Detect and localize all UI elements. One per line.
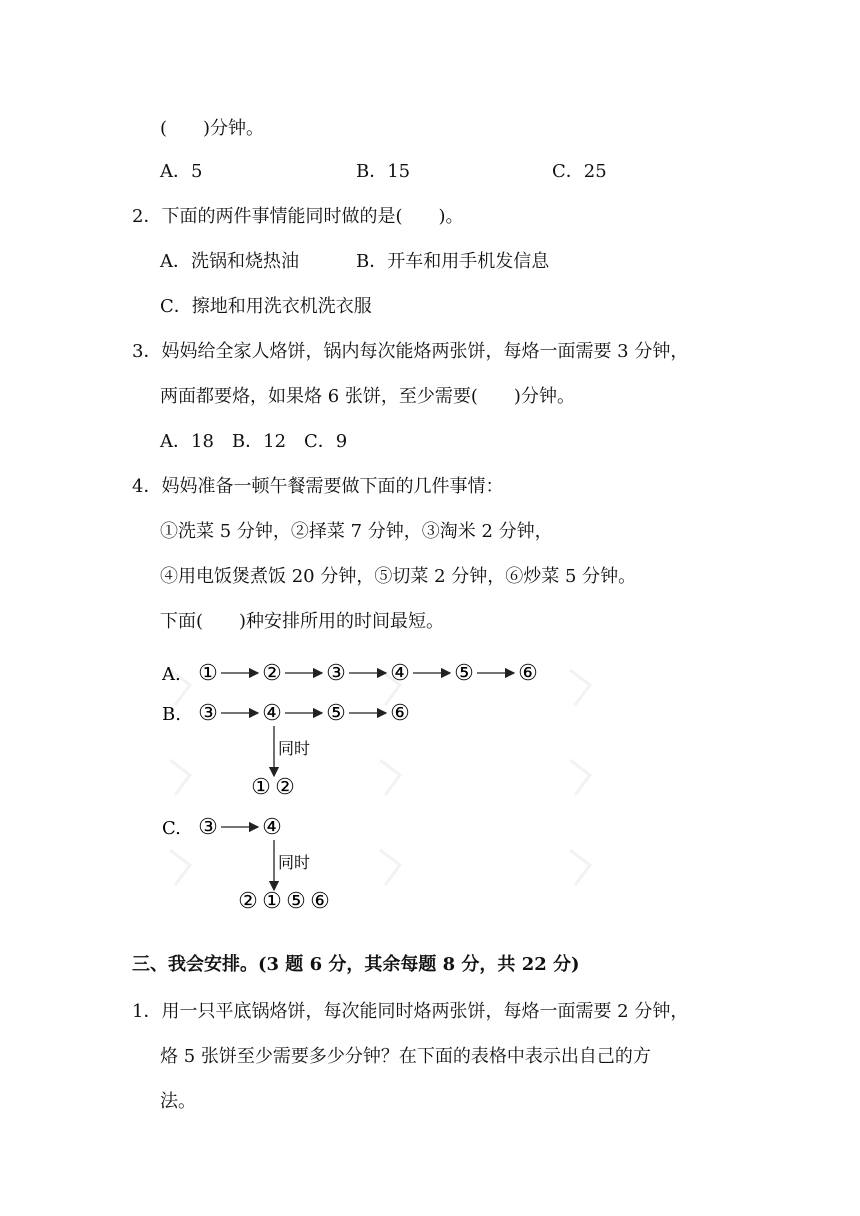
row-b-sequence [198, 701, 410, 726]
row-b-parallel [251, 775, 295, 800]
q1-option-a: A．5 [160, 161, 203, 182]
row-a-sequence [198, 661, 538, 686]
row-b-node: ④ [262, 701, 282, 726]
row-b-simultaneous-label: 同时 [278, 739, 311, 758]
q3-line-2: 两面都要烙，如果烙 6 张饼，至少需要( )分钟。 [160, 386, 575, 407]
row-c-parallel-node: ⑥ [310, 889, 330, 914]
row-a-node: ③ [326, 661, 346, 686]
q2-stem: 2．下面的两件事情能同时做的是( )。 [132, 206, 464, 227]
q2-option-b: B．开车和用手机发信息 [356, 251, 550, 272]
row-c-node: ④ [262, 815, 282, 840]
s3-q1-line-3: 法。 [160, 1091, 196, 1112]
row-a-node: ② [262, 661, 282, 686]
row-a-node: ① [198, 661, 218, 686]
row-b-node: ⑤ [326, 701, 346, 726]
row-c-simultaneous-label: 同时 [278, 853, 311, 872]
row-c-node: ③ [198, 815, 218, 840]
s3-q1-line-2: 烙 5 张饼至少需要多少分钟？在下面的表格中表示出自己的方 [160, 1046, 651, 1067]
row-a-node: ④ [390, 661, 410, 686]
row-c-parallel [238, 889, 330, 914]
option-c-label: C. [162, 818, 181, 839]
row-c-parallel-node: ① [262, 889, 282, 914]
q4-tasks-line-2: ④用电饭煲煮饭 20 分钟，⑤切菜 2 分钟，⑥炒菜 5 分钟。 [160, 566, 637, 587]
row-b-node: ⑥ [390, 701, 410, 726]
s3-q1-line-1: 1．用一只平底锅烙饼，每次能同时烙两张饼，每烙一面需要 2 分钟， [132, 1001, 689, 1022]
option-a-label: A. [162, 664, 181, 685]
q1-option-b: B．15 [356, 161, 411, 182]
row-c-sequence [198, 815, 282, 840]
q4-stem: 4．妈妈准备一顿午餐需要做下面的几件事情： [132, 476, 504, 497]
row-c-parallel-node: ② [238, 889, 258, 914]
q3-options: A．18 B．12 C．9 [160, 431, 348, 452]
q2-option-a: A．洗锅和烧热油 [160, 251, 299, 272]
row-b-parallel-node: ① [251, 775, 271, 800]
q4-question: 下面( )种安排所用的时间最短。 [160, 611, 445, 632]
row-b-node: ③ [198, 701, 218, 726]
row-c-parallel-node: ⑤ [286, 889, 306, 914]
row-b-parallel-node: ② [275, 775, 295, 800]
q1-option-c: C．25 [552, 161, 607, 182]
option-b-label: B. [162, 704, 181, 725]
q3-line-1: 3．妈妈给全家人烙饼，锅内每次能烙两张饼，每烙一面需要 3 分钟， [132, 341, 689, 362]
q1-answer-blank: ( )分钟。 [160, 118, 265, 139]
row-a-node: ⑥ [518, 661, 538, 686]
schedule-diagram [160, 652, 600, 932]
row-a-node: ⑤ [454, 661, 474, 686]
section-3-heading: 三、我会安排。(3 题 6 分，其余每题 8 分，共 22 分) [132, 954, 580, 975]
q4-tasks-line-1: ①洗菜 5 分钟，②择菜 7 分钟，③淘米 2 分钟， [160, 521, 553, 542]
q2-option-c: C．擦地和用洗衣机洗衣服 [160, 296, 372, 317]
